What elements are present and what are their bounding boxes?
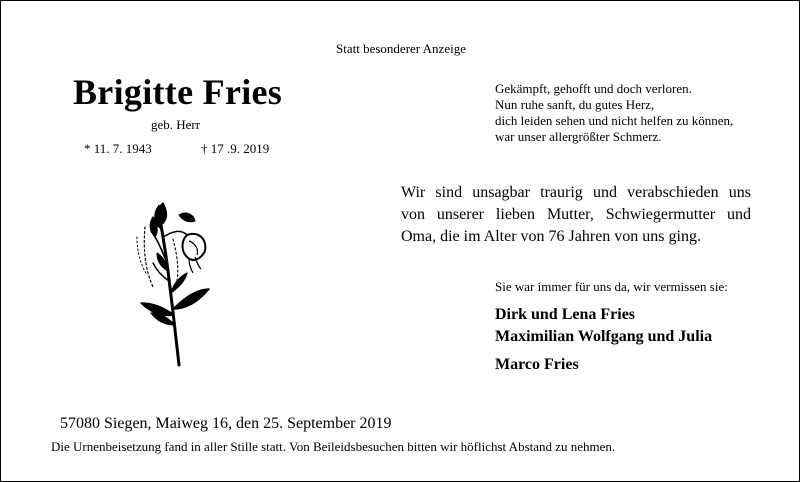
family-member: Marco Fries	[495, 356, 579, 373]
birth-date: * 11. 7. 1943	[84, 141, 152, 156]
birth-name: geb. Herr	[151, 117, 201, 132]
family-member: Dirk und Lena Fries	[495, 306, 636, 323]
poem-line: Gekämpft, gehofft und doch verloren.	[495, 81, 692, 96]
message-line: von unserer lieben Mutter, Schwiegermutter und	[401, 206, 751, 223]
funeral-note: Die Urnenbeisetzung fand in aller Stille statt. Von Beileidsbesuchen bitten wir höflichst Abstand zu nehmen.	[51, 439, 616, 454]
family-member: Maximilian Wolfgang und Julia	[495, 328, 713, 345]
poem-line: Nun ruhe sanft, du gutes Herz,	[495, 97, 655, 112]
farewell-message	[401, 182, 751, 248]
poem-line: war unser allergrößter Schmerz.	[495, 129, 662, 144]
poem-line: dich leiden sehen und nicht helfen zu können,	[495, 113, 734, 128]
message-line: Oma, die im Alter von 76 Jahren von uns ging.	[401, 228, 701, 245]
notice-header: Statt besonderer Anzeige	[336, 41, 466, 56]
flower-icon	[123, 197, 223, 367]
death-date: † 17 .9. 2019	[201, 141, 270, 156]
location-date: 57080 Siegen, Maiweg 16, den 25. September 2019	[60, 415, 392, 432]
message-line: Wir sind unsagbar traurig und verabschieden uns	[401, 184, 751, 201]
remember-line: Sie war immer für uns da, wir vermissen sie:	[495, 279, 728, 294]
deceased-name: Brigitte Fries	[73, 72, 283, 112]
poem	[495, 81, 733, 145]
